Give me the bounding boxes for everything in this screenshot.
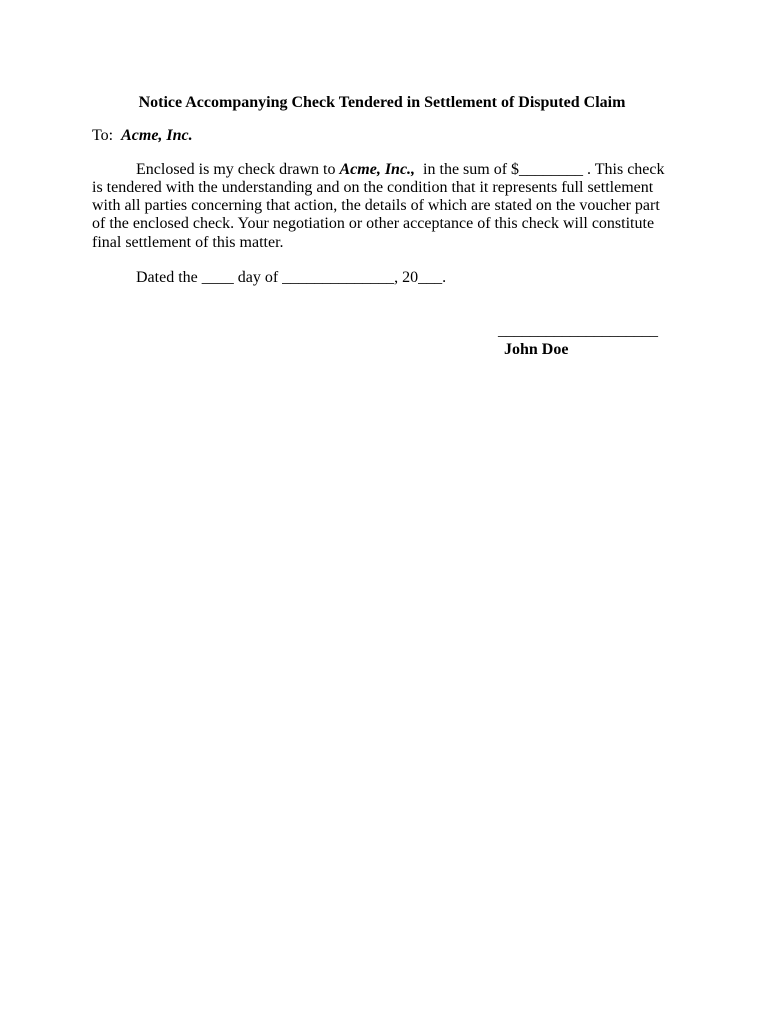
body-paragraph: [92, 161, 672, 252]
signature-line: ____________________: [498, 322, 658, 340]
to-line: [92, 127, 672, 145]
document-title: Notice Accompanying Check Tendered in Settlement of Disputed Claim: [138, 94, 626, 111]
body-lead-in: Enclosed is my check drawn to: [136, 160, 340, 178]
recipient-name: Acme, Inc.: [121, 127, 193, 145]
body-rest: in the sum of $________ . This check is tendered with the understanding and on the condition that it represents full settlement with all parties concerning that action, the details of which are stated on the voucher part of the enclosed check. Your negotiation or other acceptance of this check will constitute final settlement of this matter.: [92, 160, 669, 251]
payee-name: Acme, Inc.,: [339, 160, 416, 178]
signatory-name: John Doe: [504, 340, 569, 358]
to-label: To:: [92, 127, 122, 145]
dated-line: Dated the ____ day of ______________, 20___.: [136, 269, 447, 287]
signature-block: [498, 322, 672, 359]
